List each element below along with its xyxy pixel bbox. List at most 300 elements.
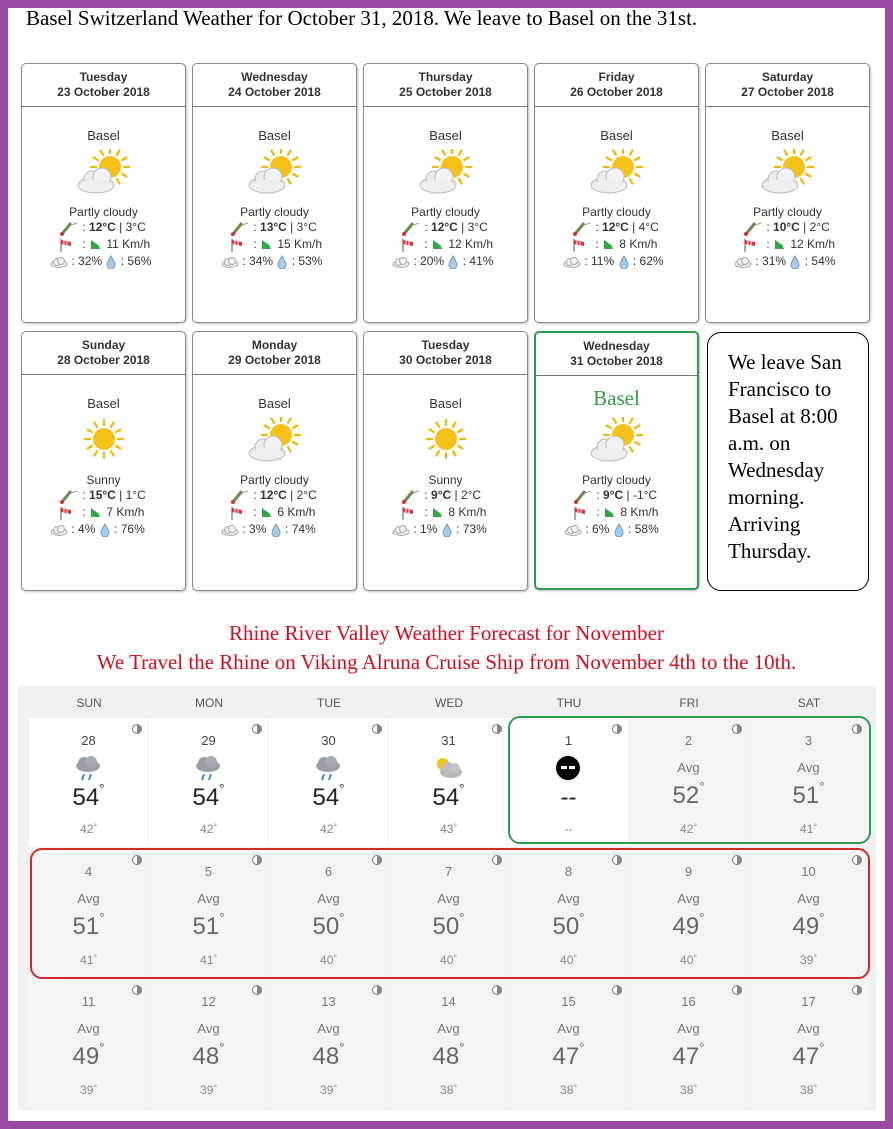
moon-phase-icon — [372, 985, 382, 995]
day-number: 8 — [564, 864, 573, 879]
partly-cloudy-icon — [414, 149, 478, 197]
cloud-cover: 6% — [592, 522, 610, 536]
cloud-cover: 1% — [420, 522, 438, 536]
forecast-date: 26 October 2018 — [570, 85, 663, 99]
temperature-row: : 13°C | 3°C — [193, 219, 356, 236]
thermometer-icon — [59, 220, 79, 236]
degree-sign: ° — [339, 1040, 345, 1055]
november-calendar — [18, 686, 876, 1110]
low-temp — [509, 1083, 628, 1097]
temp-low: 3°C — [296, 220, 317, 234]
calendar-day[interactable] — [389, 979, 508, 1108]
high-temp — [509, 1040, 628, 1071]
low-temp — [629, 1083, 748, 1097]
humidity-icon — [613, 523, 625, 537]
temperature-row: : 12°C | 4°C — [535, 219, 698, 236]
forecast-date: 27 October 2018 — [741, 85, 834, 99]
average-label: Avg — [77, 1021, 100, 1036]
day-number: 16 — [681, 994, 696, 1009]
rain-icon — [72, 754, 104, 782]
wind-speed: 11 Km/h — [106, 237, 151, 251]
humidity: 58% — [634, 522, 659, 536]
temp-high: 12°C — [431, 220, 458, 234]
wind-row: : 12 Km/h — [706, 236, 869, 253]
low-temp-value: 39 — [80, 1083, 94, 1097]
rhine-subtitle: We Travel the Rhine on Viking Alruna Cruise Ship from November 4th to the 10th. — [96, 650, 797, 674]
degree-sign: ° — [693, 822, 697, 832]
high-temp — [269, 781, 388, 812]
forecast-card — [705, 63, 870, 323]
wind-speed: 8 Km/h — [620, 505, 659, 519]
day-number: 15 — [561, 994, 576, 1009]
forecast-day: Sunday — [81, 338, 126, 352]
low-temp — [29, 1083, 148, 1097]
cloud-humidity-row: : 20% : 41% — [364, 253, 527, 270]
thermometer-icon — [401, 220, 421, 236]
forecast-condition: Partly cloudy — [411, 205, 480, 219]
average-label: Avg — [197, 1021, 220, 1036]
forecast-date: 29 October 2018 — [228, 353, 321, 367]
day-number: 12 — [201, 994, 216, 1009]
humidity-icon — [618, 255, 630, 269]
day-number: 2 — [684, 733, 693, 748]
low-temp-value: 40 — [320, 953, 334, 967]
forecast-condition: Partly cloudy — [240, 205, 309, 219]
forecast-card-header — [364, 332, 527, 375]
cloud-cover-icon — [50, 524, 68, 536]
degree-sign: ° — [699, 779, 705, 794]
high-temp-value: 54 — [72, 784, 100, 811]
humidity-icon — [789, 255, 801, 269]
high-temp — [389, 1040, 508, 1071]
degree-sign: ° — [453, 953, 457, 963]
day-number: 13 — [321, 994, 336, 1009]
degree-sign: ° — [819, 1040, 825, 1055]
cloud-humidity-row: : 4% : 76% — [22, 521, 185, 538]
forecast-card-header — [364, 64, 527, 107]
cloud-cover: 31% — [762, 254, 787, 268]
moon-phase-icon — [732, 985, 742, 995]
cloud-cover: 11% — [591, 254, 615, 268]
low-temp-value: 39 — [200, 1083, 214, 1097]
degree-sign: ° — [333, 822, 337, 832]
humidity-icon — [441, 523, 453, 537]
high-temp-value: 48 — [192, 1043, 220, 1070]
moon-phase-icon — [492, 724, 502, 734]
average-label: Avg — [797, 891, 820, 906]
wind-row: : 8 Km/h — [364, 504, 527, 521]
forecast-card — [192, 331, 357, 591]
wind-row: : 15 Km/h — [193, 236, 356, 253]
day-number: 11 — [81, 994, 96, 1009]
forecast-card — [534, 63, 699, 323]
temp-high: 9°C — [431, 488, 452, 502]
temp-low: 2°C — [460, 488, 482, 502]
humidity: 76% — [120, 522, 145, 536]
forecast-card — [363, 331, 528, 591]
low-temp-value: 41 — [200, 953, 214, 967]
forecast-condition: Sunny — [428, 473, 463, 487]
wind-direction-icon — [260, 507, 274, 519]
degree-sign: ° — [213, 1083, 217, 1093]
humidity: 74% — [291, 522, 316, 536]
high-temp-value: 47 — [552, 1043, 580, 1070]
forecast-card — [21, 331, 186, 591]
forecast-day: Saturday — [761, 70, 814, 84]
forecast-card — [192, 63, 357, 323]
sunny-icon — [414, 417, 478, 465]
low-temp-value: 38 — [680, 1083, 694, 1097]
degree-sign: ° — [219, 910, 225, 925]
cloud-humidity-row: : 3% : 74% — [193, 521, 356, 538]
low-temp-value: 41 — [80, 953, 94, 967]
partly-cloudy-icon — [72, 149, 136, 197]
cloud-humidity-row: : 34% : 53% — [193, 253, 356, 270]
degree-sign: ° — [219, 781, 225, 796]
degree-sign: ° — [213, 953, 217, 963]
wind-row: : 8 Km/h — [536, 504, 697, 521]
forecast-day: Tuesday — [79, 70, 128, 84]
low-temp-value: 42 — [680, 822, 694, 836]
degree-sign: ° — [453, 822, 457, 832]
thermometer-icon — [230, 220, 250, 236]
temp-low: 1°C — [125, 488, 146, 502]
day-number: 17 — [801, 994, 816, 1009]
forecast-day: Friday — [598, 70, 635, 84]
high-temp-value: 49 — [672, 913, 700, 940]
wind-speed: 6 Km/h — [277, 505, 316, 519]
forecast-city: Basel — [593, 386, 640, 410]
high-temp-value: 50 — [552, 913, 580, 940]
temp-high: 13°C — [260, 220, 287, 234]
temperature-row: : 9°C | -1°C — [536, 487, 697, 504]
moon-phase-icon — [612, 985, 622, 995]
day-number: 4 — [84, 864, 93, 879]
forecast-condition: Partly cloudy — [240, 473, 309, 487]
day-number: 31 — [441, 733, 456, 748]
sunny-icon — [72, 417, 136, 465]
windsock-icon — [743, 237, 763, 253]
forecast-city: Basel — [258, 128, 291, 143]
wind-direction-icon — [89, 507, 103, 519]
low-temp-value: 40 — [680, 953, 694, 967]
weekday-header: SAT — [797, 696, 821, 710]
forecast-day: Thursday — [418, 70, 473, 84]
wind-direction-icon — [603, 507, 617, 519]
forecast-day: Tuesday — [421, 338, 470, 352]
temp-low: 2°C — [296, 488, 317, 502]
windsock-icon — [59, 237, 79, 253]
degree-sign: ° — [573, 1083, 577, 1093]
moon-phase-icon — [852, 985, 862, 995]
low-temp-value: 38 — [560, 1083, 574, 1097]
degree-sign: ° — [453, 1083, 457, 1093]
calendar-day[interactable] — [749, 979, 868, 1108]
rain-icon — [312, 754, 344, 782]
high-temp — [269, 1040, 388, 1071]
wind-row: : 12 Km/h — [364, 236, 527, 253]
degree-sign: ° — [93, 1083, 97, 1093]
degree-sign: ° — [219, 1040, 225, 1055]
temperature-row: : 9°C | 2°C — [364, 487, 527, 504]
degree-sign: ° — [813, 822, 817, 832]
humidity: 54% — [811, 254, 836, 268]
forecast-city: Basel — [87, 396, 120, 411]
degree-sign: ° — [819, 910, 825, 925]
forecast-card — [363, 63, 528, 323]
forecast-city: Basel — [429, 396, 462, 411]
humidity: 41% — [469, 254, 494, 268]
low-temp — [149, 822, 268, 836]
degree-sign: ° — [819, 779, 825, 794]
high-temp-value: 49 — [792, 913, 820, 940]
high-temp-value: 54 — [192, 784, 220, 811]
high-temp-value: -- — [560, 784, 577, 811]
high-temp-value: 49 — [72, 1043, 100, 1070]
day-number: 30 — [321, 733, 336, 748]
low-temp-value: 38 — [800, 1083, 814, 1097]
calendar-day[interactable] — [29, 979, 148, 1108]
high-temp — [749, 1040, 868, 1071]
forecast-card — [21, 63, 186, 323]
average-label: Avg — [197, 891, 220, 906]
travel-note: We leave San Francisco to Basel at 8:00 a.m. on Wednesday morning. Arriving Thursday. — [707, 332, 869, 591]
degree-sign: ° — [459, 910, 465, 925]
degree-sign: ° — [333, 1083, 337, 1093]
temp-high: 12°C — [260, 488, 287, 502]
cloud-cover-icon — [734, 256, 752, 268]
partly-cloudy-icon — [585, 149, 649, 197]
cloud-humidity-row: : 11% : 62% — [535, 253, 698, 270]
average-label: Avg — [77, 891, 100, 906]
thermometer-icon — [230, 488, 250, 504]
windsock-icon — [230, 505, 250, 521]
arrival-highlight — [508, 716, 871, 844]
degree-sign: ° — [99, 1040, 105, 1055]
forecast-card-header — [22, 64, 185, 107]
forecast-city: Basel — [600, 128, 633, 143]
forecast-date: 24 October 2018 — [228, 85, 321, 99]
day-number: 3 — [804, 733, 813, 748]
day-number: 28 — [81, 733, 96, 748]
degree-sign: ° — [93, 953, 97, 963]
high-temp-value: 48 — [312, 1043, 340, 1070]
temp-high: 10°C — [773, 220, 800, 234]
temp-high: 15°C — [89, 488, 116, 502]
temperature-row: : 12°C | 3°C — [22, 219, 185, 236]
forecast-condition: Partly cloudy — [582, 205, 651, 219]
low-temp — [29, 822, 148, 836]
temperature-row: : 12°C | 2°C — [193, 487, 356, 504]
partly-cloudy-icon — [243, 149, 307, 197]
high-temp-value: 54 — [312, 784, 340, 811]
thermometer-icon — [401, 488, 421, 504]
degree-sign: ° — [339, 781, 345, 796]
forecast-card-header — [706, 64, 869, 107]
forecast-card-header — [193, 64, 356, 107]
windsock-icon — [401, 505, 421, 521]
temperature-row: : 15°C | 1°C — [22, 487, 185, 504]
low-temp — [269, 822, 388, 836]
forecast-card-header — [536, 333, 697, 376]
high-temp-value: 50 — [312, 913, 340, 940]
cloud-cover-icon — [563, 256, 581, 268]
calendar-day[interactable] — [269, 718, 388, 847]
cloud-humidity-row: : 1% : 73% — [364, 521, 527, 538]
temp-low: 3°C — [125, 220, 146, 234]
high-temp — [389, 781, 508, 812]
moon-phase-icon — [132, 724, 142, 734]
moon-phase-icon — [372, 724, 382, 734]
average-label: Avg — [317, 891, 340, 906]
windsock-icon — [59, 505, 79, 521]
forecast-condition: Partly cloudy — [753, 205, 822, 219]
high-temp-value: 54 — [432, 784, 460, 811]
forecast-card — [534, 331, 699, 590]
degree-sign: ° — [459, 781, 465, 796]
forecast-date: 30 October 2018 — [399, 353, 492, 367]
forecast-city: Basel — [771, 128, 804, 143]
day-number: 5 — [204, 864, 213, 879]
humidity-icon — [270, 523, 282, 537]
forecast-date: 23 October 2018 — [57, 85, 150, 99]
temp-high: 12°C — [89, 220, 116, 234]
forecast-date: 25 October 2018 — [399, 85, 492, 99]
low-temp-value: 40 — [560, 953, 574, 967]
high-temp-value: 50 — [432, 913, 460, 940]
wind-row: : 11 Km/h — [22, 236, 185, 253]
day-number: 9 — [684, 864, 693, 879]
cloud-cover: 4% — [78, 522, 96, 536]
rain-icon — [192, 754, 224, 782]
calendar-day[interactable] — [509, 979, 628, 1108]
wind-speed: 7 Km/h — [106, 505, 145, 519]
moon-phase-icon — [492, 985, 502, 995]
forecast-condition: Sunny — [86, 473, 121, 487]
weekday-header: WED — [435, 696, 463, 710]
partly-cloudy-icon — [756, 149, 820, 197]
cloud-humidity-row: : 32% : 56% — [22, 253, 185, 270]
thermometer-icon — [573, 488, 593, 504]
high-temp-value: 51 — [792, 782, 820, 809]
wind-row: : 8 Km/h — [535, 236, 698, 253]
degree-sign: ° — [99, 910, 105, 925]
cloud-cover-icon — [564, 524, 582, 536]
humidity-icon — [447, 255, 459, 269]
day-number: 7 — [444, 864, 453, 879]
windsock-icon — [573, 505, 593, 521]
degree-sign: ° — [333, 953, 337, 963]
wind-speed: 8 Km/h — [619, 237, 658, 251]
average-label: Avg — [437, 891, 460, 906]
wind-speed: 12 Km/h — [790, 237, 836, 251]
cloud-cover: 34% — [249, 254, 274, 268]
humidity-icon — [276, 255, 288, 269]
partly-cloudy-icon — [432, 754, 464, 782]
degree-sign: ° — [699, 1040, 705, 1055]
forecast-city: Basel — [258, 396, 291, 411]
high-temp-value: 52 — [672, 782, 700, 809]
degree-sign: ° — [813, 1083, 817, 1093]
cloud-cover-icon — [50, 256, 68, 268]
temp-low: -1°C — [632, 488, 658, 502]
wind-speed: 12 Km/h — [448, 237, 494, 251]
high-temp-value: 48 — [432, 1043, 460, 1070]
degree-sign: ° — [93, 822, 97, 832]
wind-direction-icon — [89, 239, 103, 251]
weekday-header: MON — [195, 696, 223, 710]
partly-cloudy-icon — [243, 417, 307, 465]
partly-cloudy-icon — [585, 417, 649, 465]
cruise-week-highlight — [30, 848, 870, 979]
degree-sign: ° — [99, 781, 105, 796]
low-temp — [389, 1083, 508, 1097]
cloud-humidity-row: : 6% : 58% — [536, 521, 697, 538]
temp-low: 4°C — [638, 220, 659, 234]
wind-row: : 6 Km/h — [193, 504, 356, 521]
high-temp — [29, 781, 148, 812]
calendar-day[interactable] — [149, 979, 268, 1108]
forecast-card-header — [193, 332, 356, 375]
calendar-day[interactable] — [149, 718, 268, 847]
calendar-day[interactable] — [29, 718, 148, 847]
degree-sign: ° — [693, 953, 697, 963]
high-temp — [149, 781, 268, 812]
average-label: Avg — [677, 1021, 700, 1036]
wind-direction-icon — [602, 239, 616, 251]
degree-sign: ° — [459, 1040, 465, 1055]
low-temp — [749, 1083, 868, 1097]
calendar-day[interactable] — [389, 718, 508, 847]
temp-low: 3°C — [467, 220, 488, 234]
cloud-cover: 32% — [78, 254, 103, 268]
average-label: Avg — [797, 1021, 820, 1036]
forecast-day: Wednesday — [241, 70, 308, 84]
calendar-day[interactable] — [269, 979, 388, 1108]
moon-phase-icon — [252, 724, 262, 734]
high-temp — [29, 1040, 148, 1071]
forecast-card-header — [22, 332, 185, 375]
day-number: 6 — [324, 864, 333, 879]
degree-sign: ° — [573, 953, 577, 963]
average-label: Avg — [797, 760, 820, 775]
low-temp-value: 42 — [320, 822, 334, 836]
wind-direction-icon — [773, 239, 787, 251]
wind-direction-icon — [431, 239, 445, 251]
day-number: 10 — [801, 864, 816, 879]
low-temp-value: 40 — [440, 953, 454, 967]
forecast-date: 28 October 2018 — [57, 353, 150, 367]
page-title: Basel Switzerland Weather for October 31, 2018. We leave to Basel on the 31st. — [26, 6, 698, 30]
low-temp — [269, 1083, 388, 1097]
weekday-header: THU — [556, 696, 582, 710]
temp-high: 9°C — [603, 488, 624, 502]
forecast-condition: Partly cloudy — [69, 205, 138, 219]
low-temp-value: 39 — [800, 953, 814, 967]
cloud-cover-icon — [392, 524, 410, 536]
cloud-humidity-row: : 31% : 54% — [706, 253, 869, 270]
temp-low: 2°C — [809, 220, 830, 234]
forecast-city: Basel — [429, 128, 462, 143]
calendar-day[interactable] — [629, 979, 748, 1108]
day-number: 29 — [201, 733, 216, 748]
degree-sign: ° — [813, 953, 817, 963]
forecast-date: 31 October 2018 — [570, 354, 663, 368]
weekday-header: TUE — [317, 696, 341, 710]
cloud-cover-icon — [221, 256, 239, 268]
wind-direction-icon — [260, 239, 274, 251]
humidity-icon — [105, 255, 117, 269]
